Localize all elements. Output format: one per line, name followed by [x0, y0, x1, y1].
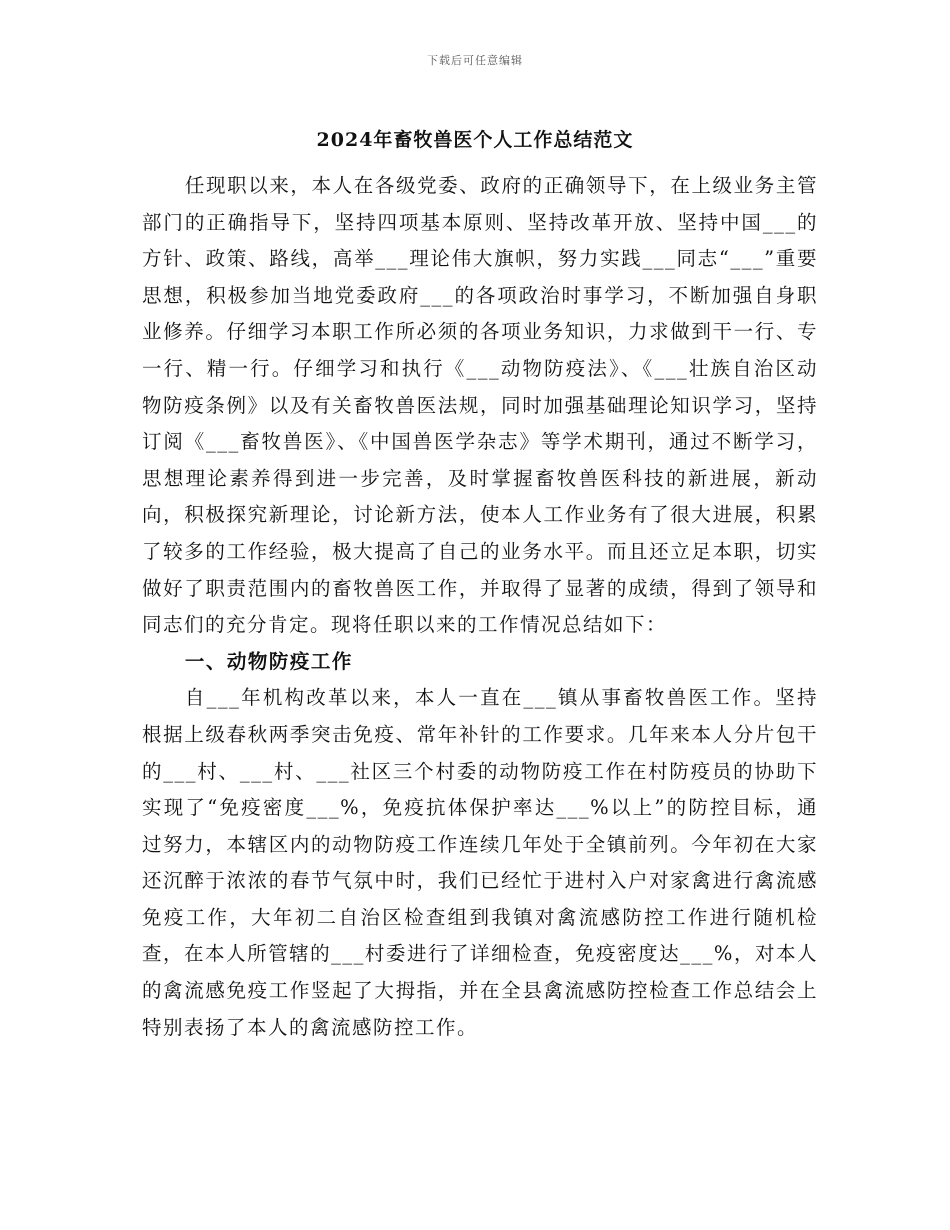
- document-body: [142, 168, 818, 1046]
- header-note: 下载后可任意编辑: [427, 54, 523, 67]
- section-heading-animal-epidemic-prevention: 一、动物防疫工作: [184, 649, 353, 673]
- paragraph-epidemic-prevention: 自___年机构改革以来，本人一直在___镇从事畜牧兽医工作。坚持根据上级春秋两季突击免疫、常年补针的工作要求。几年来本人分片包干的___村、___村、___社区三个村委的动物防疫工作在村防疫员的协助下实现了“免疫密度___%，免疫抗体保护率达___%以上”的防控目标，通过努力，本辖区内的动物防疫工作连续几年处于全镇前列。今年初在大家还沉醉于浓浓的春节气氛中时，我们已经忙于进村入户对家禽进行禽流感免疫工作，大年初二自治区检查组到我镇对禽流感防控工作进行随机检查，在本人所管辖的___村委进行了详细检查，免疫密度达___%，对本人的禽流感免疫工作竖起了大拇指，并在全县禽流感防控检查工作总结会上特别表扬了本人的禽流感防控工作。: [142, 686, 818, 1039]
- paragraph-intro: 任现职以来，本人在各级党委、政府的正确领导下，在上级业务主管部门的正确指导下，坚持四项基本原则、坚持改革开放、坚持中国___的方针、政策、路线，高举___理论伟大旗帜，努力实践___同志“___”重要思想，积极参加当地党委政府___的各项政治时事学习，不断加强自身职业修养。仔细学习本职工作所必须的各项业务知识，力求做到干一行、专一行、精一行。仔细学习和执行《___动物防疫法》、《___壮族自治区动物防疫条例》以及有关畜牧兽医法规，同时加强基础理论知识学习，坚持订阅《___畜牧兽医》、《中国兽医学杂志》等学术期刊，通过不断学习，思想理论素养得到进一步完善，及时掌握畜牧兽医科技的新进展，新动向，积极探究新理论，讨论新方法，使本人工作业务有了很大进展，积累了较多的工作经验，极大提高了自己的业务水平。而且还立足本职，切实做好了职责范围内的畜牧兽医工作，并取得了显著的成绩，得到了领导和同志们的充分肯定。现将任职以来的工作情况总结如下：: [142, 174, 818, 637]
- document-title: 2024年畜牧兽医个人工作总结范文: [316, 129, 634, 151]
